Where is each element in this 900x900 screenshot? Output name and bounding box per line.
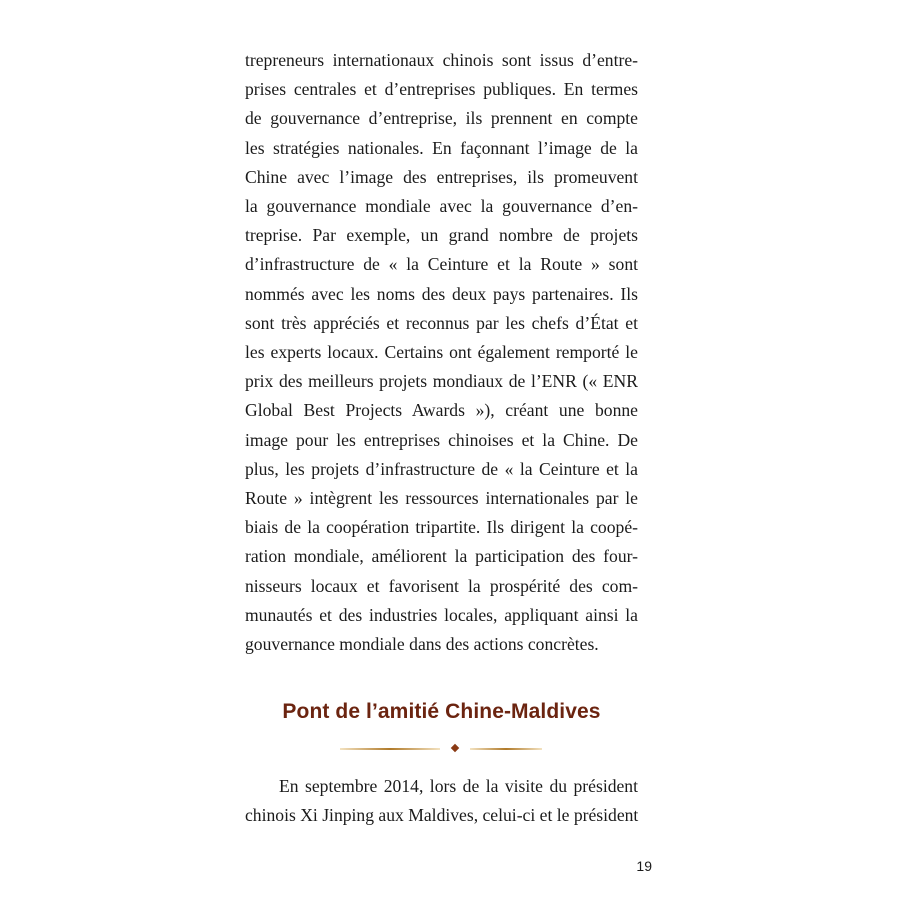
text-line: Global Best Projects Awards »), créant une bonne [245, 400, 638, 421]
text-line: d’infrastructure de « la Ceinture et la Route » sont [245, 254, 638, 275]
body-paragraph [245, 46, 638, 659]
text-line: nommés avec les noms des deux pays partenaires. Ils [245, 283, 638, 304]
text-line: En septembre 2014, lors de la visite du président [279, 776, 638, 796]
text-line: biais de la coopération tripartite. Ils dirigent la coopé- [245, 517, 638, 538]
diamond-icon [451, 744, 459, 752]
text-line: les experts locaux. Certains ont également remporté le [245, 342, 638, 363]
text-line: treprise. Par exemple, un grand nombre de projets [245, 225, 638, 246]
text-line: nisseurs locaux et favorisent la prospérité des com- [245, 575, 638, 596]
text-line: les stratégies nationales. En façonnant l’image de la [245, 137, 638, 158]
text-line: munautés et des industries locales, appliquant ainsi la [245, 604, 638, 625]
text-line: de gouvernance d’entreprise, ils prennent en compte [245, 108, 638, 129]
ornament-rule-left [340, 748, 440, 750]
text-line: prix des meilleurs projets mondiaux de l’ENR (« ENR [245, 371, 638, 392]
text-line: gouvernance mondiale dans des actions concrètes. [245, 634, 599, 655]
text-line: Route » intègrent les ressources internationales par le [245, 488, 638, 509]
text-line: sont très appréciés et reconnus par les chefs d’État et [245, 312, 638, 333]
text-line: image pour les entreprises chinoises et la Chine. De [245, 429, 638, 450]
text-line: la gouvernance mondiale avec la gouvernance d’en- [245, 196, 638, 217]
body-paragraph-2 [245, 772, 638, 830]
text-line: chinois Xi Jinping aux Maldives, celui-ci et le président [245, 805, 639, 826]
section-heading: Pont de l’amitié Chine-Maldives [282, 700, 601, 723]
text-line: trepreneurs internationaux chinois sont issus d’entre- [245, 50, 638, 70]
page-number: 19 [636, 858, 652, 874]
text-line: Chine avec l’image des entreprises, ils promeuvent [245, 166, 638, 187]
text-line: ration mondiale, améliorent la participation des four- [245, 546, 638, 567]
ornament-rule-right [470, 748, 542, 750]
text-line: prises centrales et d’entreprises publiques. En termes [245, 79, 638, 100]
text-line: plus, les projets d’infrastructure de « la Ceinture et la [245, 458, 638, 479]
heading-ornament [330, 741, 550, 757]
